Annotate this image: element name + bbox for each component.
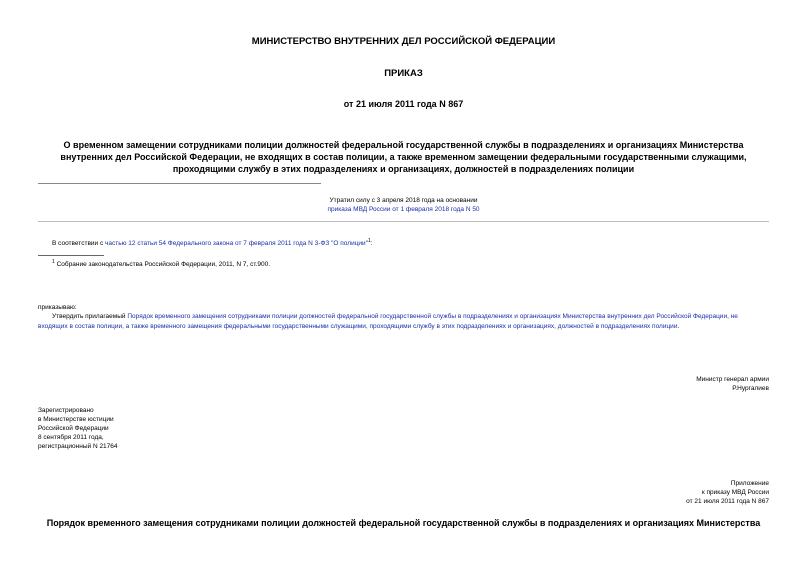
appendix-line: к приказу МВД России: [701, 489, 769, 496]
status-note: [0, 196, 807, 214]
signature-name: Р.Нургалиев: [732, 385, 769, 392]
footnote-text: Собрание законодательства Российской Федерации, 2011, N 7, ст.900.: [56, 261, 271, 269]
appendix-line: от 21 июля 2011 года N 867: [686, 498, 769, 505]
signature-block: [500, 375, 769, 393]
appendix-title: Порядок временного замещения сотрудниками полиции должностей федеральной государственной службы в подразделениях и организациях Министерства: [46, 518, 761, 528]
footnote-divider: [38, 255, 104, 256]
status-note-text: Утратил силу с 3 апреля 2018 года на основании: [329, 197, 478, 204]
registration-line: Зарегистрировано: [38, 407, 94, 414]
approve-prefix: Утвердить прилагаемый: [52, 313, 128, 320]
registration-line: в Министерстве юстиции: [38, 416, 114, 423]
registration-block: [38, 406, 238, 451]
footnote-marker: 1: [52, 259, 55, 265]
appendix-block: [500, 479, 769, 506]
ministry-heading: МИНИСТЕРСТВО ВНУТРЕННИХ ДЕЛ РОССИЙСКОЙ ФЕДЕРАЦИИ: [251, 36, 556, 47]
basis-suffix: :: [370, 240, 373, 248]
repeal-order-link[interactable]: приказа МВД России от 1 февраля 2018 года N 50: [327, 206, 480, 213]
appendix-line: Приложение: [730, 480, 769, 487]
police-law-link[interactable]: частью 12 статьи 54 Федерального закона от 7 февраля 2011 года N 3-ФЗ "О полиции": [105, 240, 368, 248]
order-word: приказываю:: [38, 304, 77, 311]
approve-suffix: .: [677, 323, 680, 330]
document-type: ПРИКАЗ: [384, 68, 423, 79]
title-divider: [38, 183, 321, 184]
procedure-link[interactable]: Порядок временного замещения сотрудниками полиции должностей федеральной государственной службы в подразделениях и организациях Министерства внутренних дел Российской Федерации, не входящих в состав полиции, а также временного замещения федеральными государственными служащими, проходящими службу в этих подразделениях и организациях, должностей в подразделениях полиции: [38, 313, 738, 330]
footnote: [52, 258, 270, 269]
status-divider: [38, 221, 769, 222]
basis-paragraph: [52, 236, 752, 249]
registration-line: Российской Федерации: [38, 425, 109, 432]
approve-paragraph: [38, 312, 769, 332]
basis-prefix: В соответствии с: [52, 240, 106, 248]
footnote-ref: 1: [368, 238, 371, 244]
document-date-number: от 21 июля 2011 года N 867: [343, 99, 464, 109]
registration-line: регистрационный N 21764: [38, 443, 118, 450]
document-title: О временном замещении сотрудниками полиции должностей федеральной государственной службы в подразделениях и организациях Министерства внутренних дел Российской Федерации, не входящих в состав полиции, а также временном замещении федеральными государственными служащими, проходящими службу в этих подразделениях и организациях, должностей в подразделениях полиции: [60, 140, 747, 174]
signature-position: Министр генерал армии: [696, 376, 769, 383]
registration-line: 8 сентября 2011 года,: [38, 434, 104, 441]
